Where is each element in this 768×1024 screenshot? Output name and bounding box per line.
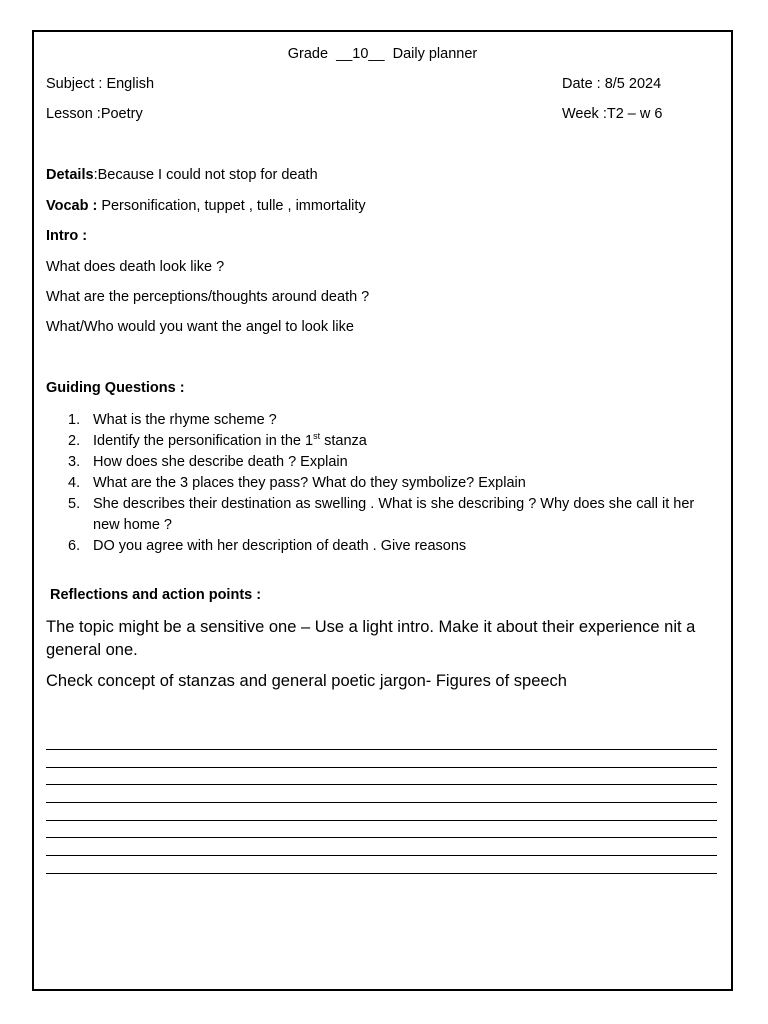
reflections-label: Reflections and action points :	[50, 587, 262, 603]
vocab-label: Vocab :	[46, 198, 98, 214]
list-item-text: Identify the personification in the 1	[93, 433, 314, 449]
list-item-text: What are the 3 places they pass? What do they symbolize? Explain	[93, 475, 526, 491]
list-item-text-end: stanza	[320, 433, 367, 449]
list-item	[46, 410, 711, 431]
list-item-text: DO you agree with her description of death . Give reasons	[93, 538, 467, 554]
grade-value: __10__	[336, 46, 385, 62]
vocab-value: Personification, tuppet , tulle , immortality	[97, 198, 366, 214]
list-number: 6.	[68, 538, 81, 554]
planner-title: Daily planner	[392, 46, 478, 62]
reflection-note: Check concept of stanzas and general poetic jargon- Figures of speech	[46, 672, 567, 690]
date-field: Date : 8/5 2024	[562, 76, 662, 92]
list-item	[46, 452, 711, 473]
list-item	[46, 494, 711, 536]
intro-question: What are the perceptions/thoughts around death ?	[46, 289, 370, 305]
list-item	[46, 473, 711, 494]
list-item	[46, 536, 711, 557]
list-item-text: How does she describe death ? Explain	[93, 454, 348, 470]
writing-line	[46, 837, 717, 838]
writing-line	[46, 820, 717, 821]
intro-question: What/Who would you want the angel to look like	[46, 319, 354, 335]
planner-heading	[32, 45, 733, 63]
writing-line	[46, 784, 717, 785]
lesson-field: Lesson :Poetry	[46, 106, 143, 122]
writing-line	[46, 802, 717, 803]
writing-line	[46, 855, 717, 856]
details-label: Details	[46, 167, 94, 183]
reflection-note: The topic might be a sensitive one – Use a light intro. Make it about their experience nit a general one.	[46, 618, 696, 659]
grade-label: Grade	[287, 46, 329, 62]
intro-label: Intro :	[46, 228, 88, 244]
writing-line	[46, 767, 717, 768]
list-number: 2.	[68, 433, 81, 449]
list-number: 3.	[68, 454, 81, 470]
list-number: 4.	[68, 475, 81, 491]
list-item	[46, 431, 711, 452]
writing-line	[46, 749, 717, 750]
guiding-questions-list	[46, 410, 711, 557]
vocab-line	[46, 197, 366, 215]
intro-question: What does death look like ?	[46, 259, 225, 275]
guiding-questions-label: Guiding Questions :	[46, 380, 185, 396]
details-line	[46, 166, 318, 184]
writing-line	[46, 873, 717, 874]
ordinal-suffix: st	[313, 431, 321, 442]
details-value: :Because I could not stop for death	[93, 167, 318, 183]
list-number: 5.	[68, 496, 81, 512]
list-item-text: What is the rhyme scheme ?	[93, 412, 277, 428]
list-number: 1.	[68, 412, 81, 428]
week-field: Week :T2 – w 6	[562, 106, 663, 122]
list-item-text: She describes their destination as swelling . What is she describing ? Why does she call it her new home ?	[93, 496, 695, 533]
subject-field: Subject : English	[46, 76, 155, 92]
